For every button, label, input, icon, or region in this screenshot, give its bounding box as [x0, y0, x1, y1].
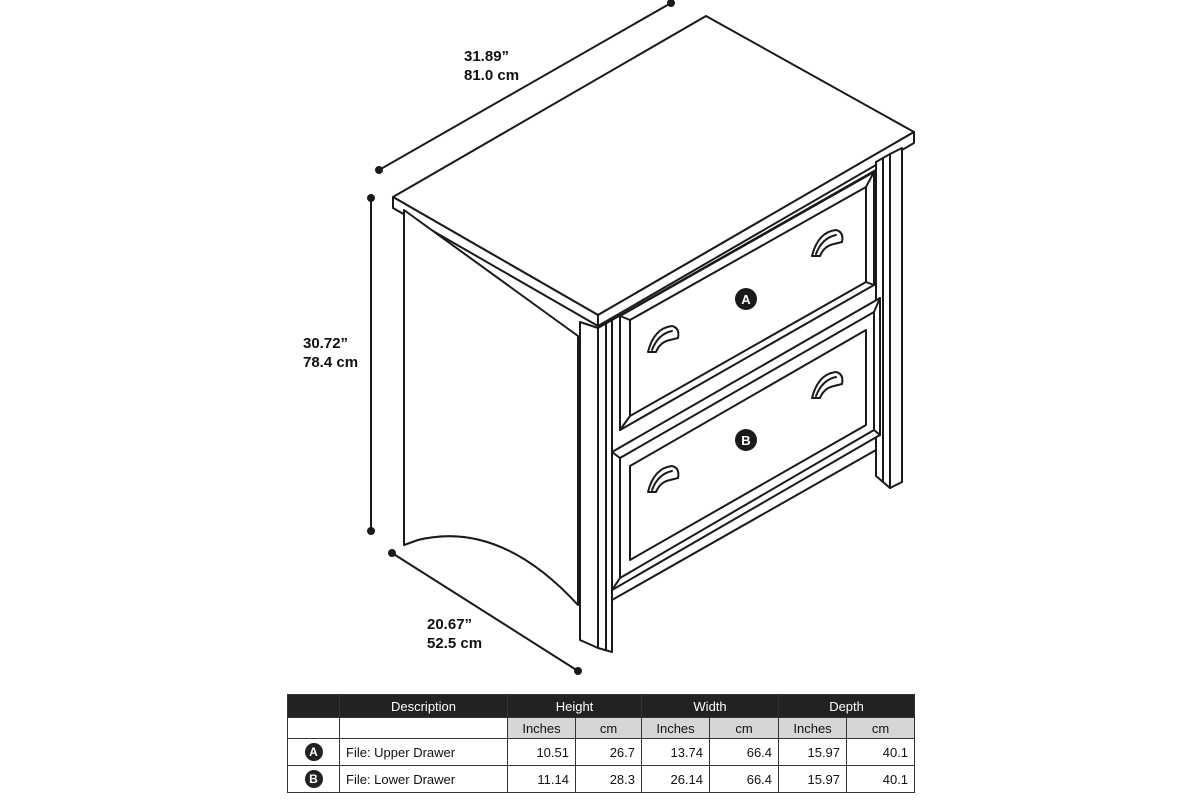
height-inches: 30.72” [303, 335, 349, 352]
row-key [288, 766, 340, 793]
upper-drawer-label: A [741, 292, 751, 307]
unit-width-inches: Inches [642, 718, 710, 739]
badge-b: B [305, 770, 323, 788]
table-header-row [288, 695, 915, 718]
cell-height-inches: 10.51 [508, 739, 576, 766]
lower-drawer-label: B [741, 433, 751, 448]
cell-width-inches: 13.74 [642, 739, 710, 766]
width-cm: 81.0 cm [464, 67, 520, 84]
row-key [288, 739, 340, 766]
unit-depth-cm: cm [847, 718, 915, 739]
table-row [288, 766, 915, 793]
cell-depth-inches: 15.97 [779, 766, 847, 793]
badge-a: A [305, 743, 323, 761]
cell-width-inches: 26.14 [642, 766, 710, 793]
cell-width-cm: 66.4 [710, 766, 779, 793]
unit-height-cm: cm [576, 718, 642, 739]
cell-width-cm: 66.4 [710, 739, 779, 766]
units-blank-key [288, 718, 340, 739]
cell-height-cm: 26.7 [576, 739, 642, 766]
height-dimension-line [368, 195, 374, 534]
cell-height-inches: 11.14 [508, 766, 576, 793]
depth-cm: 52.5 cm [427, 635, 483, 652]
badge-b-marker [735, 429, 757, 451]
height-cm: 78.4 cm [303, 354, 359, 371]
header-key-blank [288, 695, 340, 718]
header-description: Description [340, 695, 508, 718]
header-width: Width [642, 695, 779, 718]
width-inches: 31.89” [464, 48, 510, 65]
depth-inches: 20.67” [427, 616, 473, 633]
header-depth: Depth [779, 695, 915, 718]
width-label [464, 47, 519, 85]
badge-a-marker [735, 288, 757, 310]
height-label [303, 334, 358, 372]
cell-depth-cm: 40.1 [847, 766, 915, 793]
unit-depth-inches: Inches [779, 718, 847, 739]
row-description: File: Lower Drawer [340, 766, 508, 793]
cell-height-cm: 28.3 [576, 766, 642, 793]
cell-depth-cm: 40.1 [847, 739, 915, 766]
front-left-post [580, 320, 612, 652]
dimensions-table [287, 694, 915, 793]
units-blank-description [340, 718, 508, 739]
table-row [288, 739, 915, 766]
header-height: Height [508, 695, 642, 718]
unit-width-cm: cm [710, 718, 779, 739]
row-description: File: Upper Drawer [340, 739, 508, 766]
table-units-row [288, 718, 915, 739]
cell-depth-inches: 15.97 [779, 739, 847, 766]
depth-label [427, 615, 482, 653]
unit-height-inches: Inches [508, 718, 576, 739]
